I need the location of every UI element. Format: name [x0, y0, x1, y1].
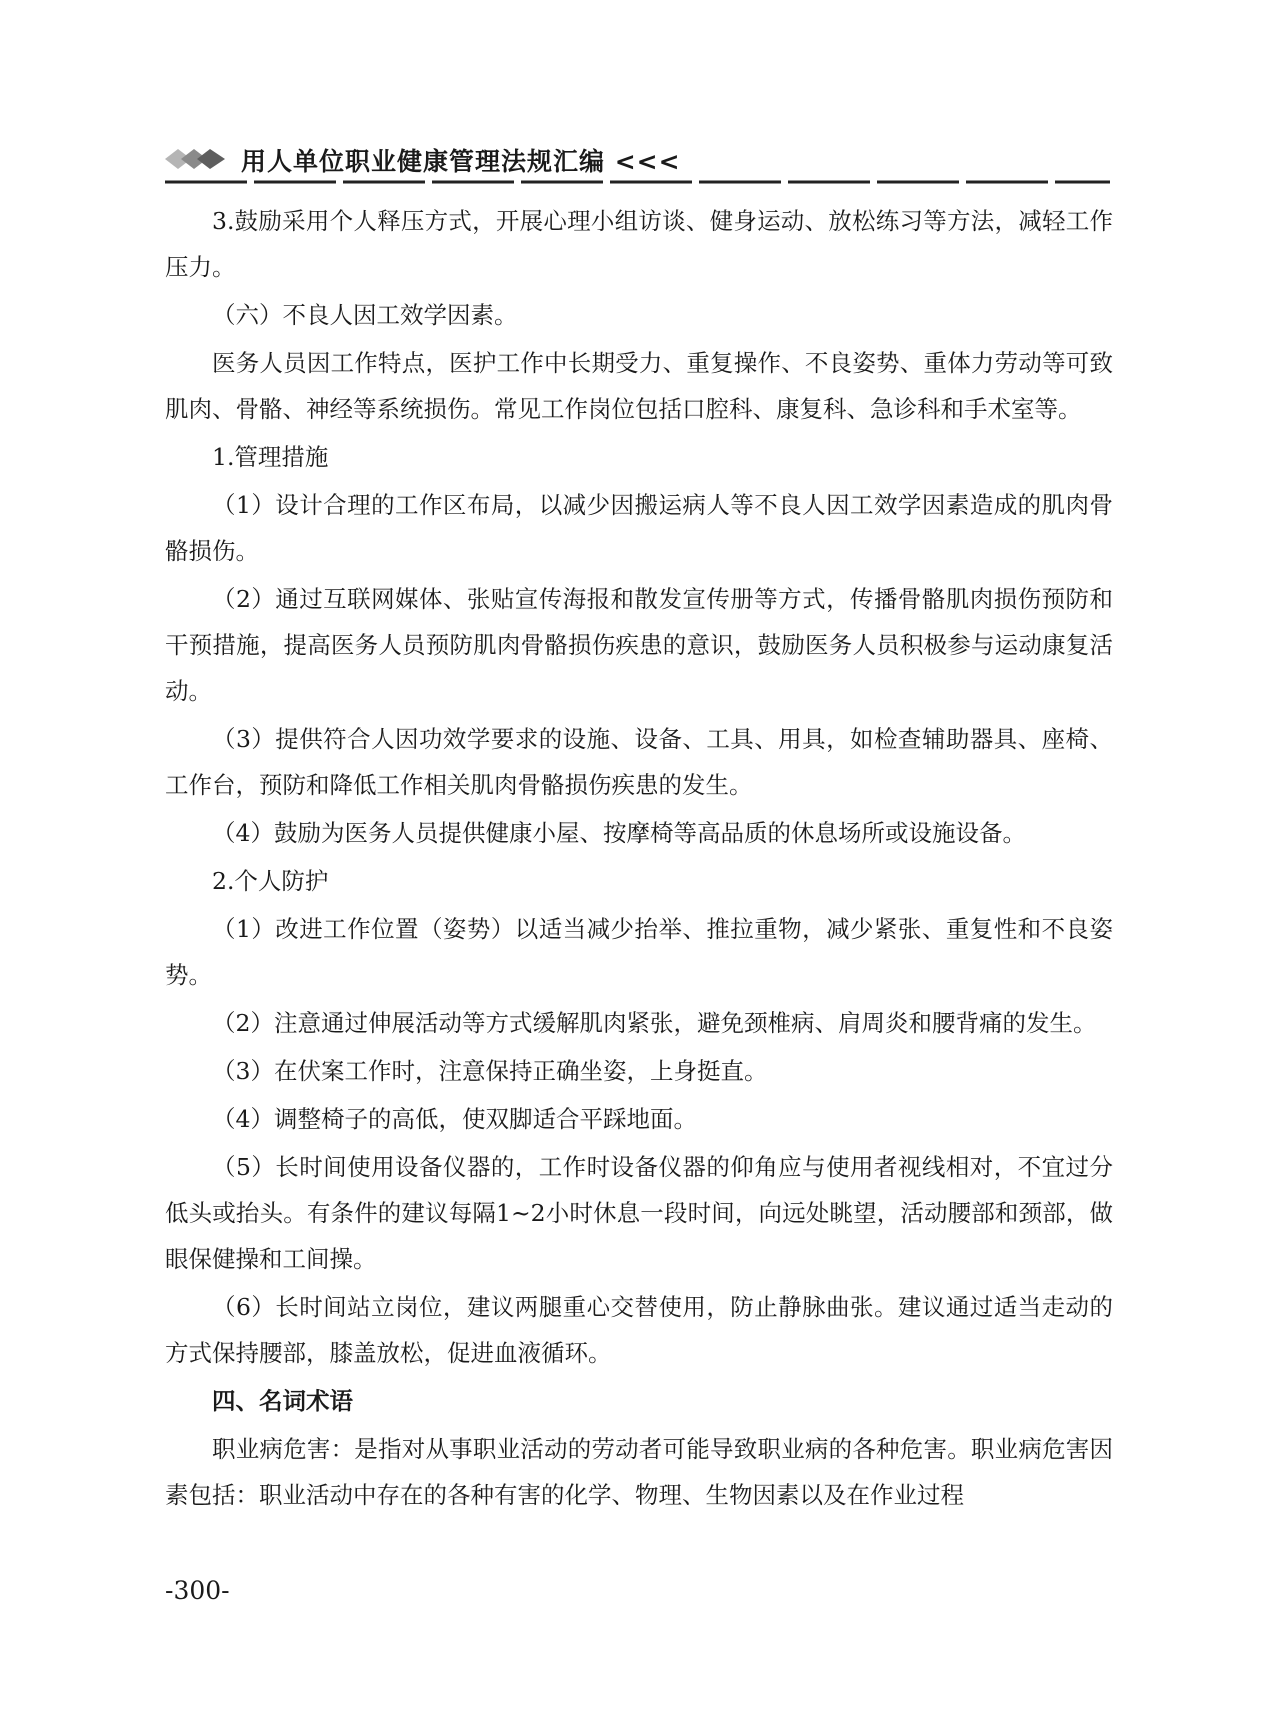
header-dashed-rule [165, 180, 1110, 184]
paragraph: （1）设计合理的工作区布局，以减少因搬运病人等不良人因工效学因素造成的肌肉骨骼损伤。 [165, 491, 1113, 565]
paragraph: （4）调整椅子的高低，使双脚适合平踩地面。 [212, 1105, 697, 1133]
paragraph: 2.个人防护 [212, 867, 329, 895]
header-title: 用人单位职业健康管理法规汇编 <<< [241, 147, 681, 176]
body-text [165, 198, 1113, 1520]
page-number: -300- [165, 1576, 230, 1605]
paragraph: （1）改进工作位置（姿势）以适当减少抬举、推拉重物，减少紧张、重复性和不良姿势。 [165, 915, 1113, 989]
paragraph: 医务人员因工作特点，医护工作中长期受力、重复操作、不良姿势、重体力劳动等可致肌肉、骨骼、神经等系统损伤。常见工作岗位包括口腔科、康复科、急诊科和手术室等。 [165, 349, 1113, 423]
paragraph: （3）在伏案工作时，注意保持正确坐姿，上身挺直。 [212, 1057, 768, 1085]
paragraph: 职业病危害：是指对从事职业活动的劳动者可能导致职业病的各种危害。职业病危害因素包括：职业活动中存在的各种有害的化学、物理、生物因素以及在作业过程 [165, 1435, 1113, 1509]
paragraph: 3.鼓励采用个人释压方式，开展心理小组访谈、健身运动、放松练习等方法，减轻工作压力。 [165, 207, 1113, 281]
paragraph: （3）提供符合人因功效学要求的设施、设备、工具、用具，如检查辅助器具、座椅、工作台，预防和降低工作相关肌肉骨骼损伤疾患的发生。 [165, 725, 1113, 799]
paragraph: （4）鼓励为医务人员提供健康小屋、按摩椅等高品质的休息场所或设施设备。 [212, 819, 1026, 847]
paragraph: （2）注意通过伸展活动等方式缓解肌肉紧张，避免颈椎病、肩周炎和腰背痛的发生。 [212, 1009, 1097, 1037]
paragraph: （6）长时间站立岗位，建议两腿重心交替使用，防止静脉曲张。建议通过适当走动的方式保持腰部，膝盖放松，促进血液循环。 [165, 1293, 1113, 1367]
paragraph: （2）通过互联网媒体、张贴宣传海报和散发宣传册等方式，传播骨骼肌肉损伤预防和干预措施，提高医务人员预防肌肉骨骼损伤疾患的意识，鼓励医务人员积极参与运动康复活动。 [165, 585, 1113, 705]
running-header [165, 136, 1110, 186]
paragraph: （5）长时间使用设备仪器的，工作时设备仪器的仰角应与使用者视线相对，不宜过分低头或抬头。有条件的建议每隔1~2小时休息一段时间，向远处眺望，活动腰部和颈部，做眼保健操和工间操。 [165, 1153, 1113, 1273]
paragraph: （六）不良人因工效学因素。 [212, 301, 518, 329]
section-heading: 四、名词术语 [212, 1387, 353, 1415]
double-arrow-icon [165, 146, 235, 172]
paragraph: 1.管理措施 [212, 443, 329, 471]
